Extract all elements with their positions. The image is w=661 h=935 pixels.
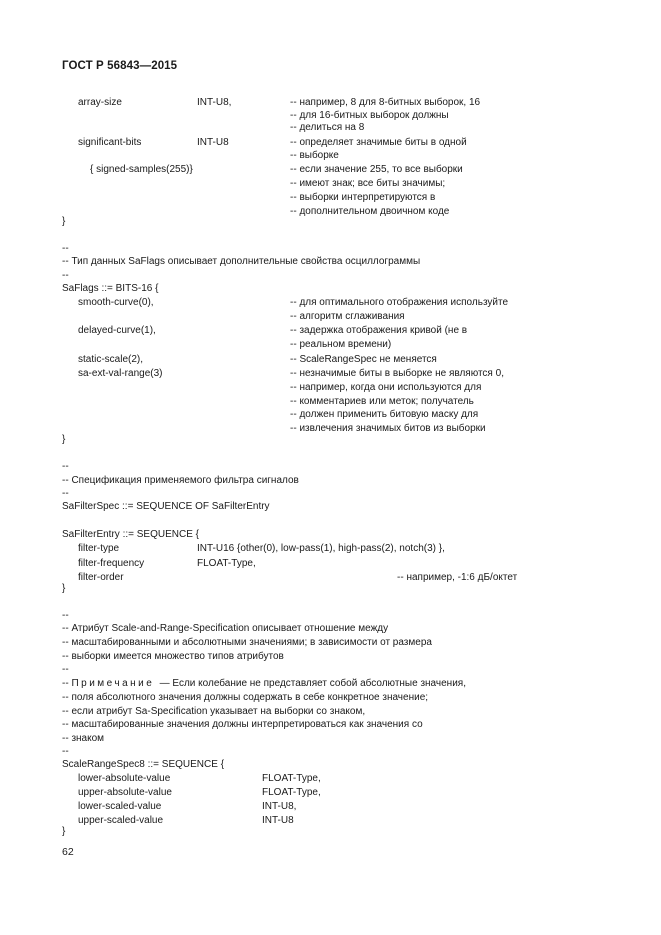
text-segment: -- извлечения значимых битов из выборки (290, 423, 486, 434)
text-segment: -- поля абсолютного значения должны содержать в себе конкретное значение; (62, 692, 429, 703)
page-number: 62 (62, 846, 74, 858)
text-segment: delayed-curve(1), (78, 325, 156, 336)
text-segment: -- выборки имеется множество типов атрибутов (62, 651, 284, 662)
text-segment: sa-ext-val-range(3) (78, 368, 163, 379)
text-segment: } (62, 826, 66, 837)
text-segment: -- делиться на 8 (290, 122, 365, 133)
text-segment: upper-absolute-value (78, 787, 172, 798)
text-segment: -- Атрибут Scale-and-Range-Specification описывает отношение между (62, 623, 389, 634)
text-segment: -- например, -1:6 дБ/октет (397, 572, 518, 583)
text-segment: -- для оптимального отображения используйте (290, 297, 509, 308)
text-segment: -- (62, 243, 69, 254)
text-segment: FLOAT-Type, (262, 787, 321, 798)
text-segment: Примечание (71, 678, 160, 689)
text-segment: -- алгоритм сглаживания (290, 311, 405, 322)
text-segment: } (62, 583, 66, 594)
text-segment: ScaleRangeSpec8 ::= SEQUENCE { (62, 759, 225, 770)
text-segment: -- реальном времени) (290, 339, 392, 350)
text-segment: SaFilterSpec ::= SEQUENCE OF SaFilterEntry (62, 501, 270, 512)
text-segment: static-scale(2), (78, 354, 144, 365)
text-segment: -- Спецификация применяемого фильтра сигналов (62, 475, 299, 486)
text-segment: SaFilterEntry ::= SEQUENCE { (62, 529, 199, 540)
text-line (62, 678, 466, 690)
text-segment: -- (62, 270, 69, 281)
text-segment: -- (62, 610, 69, 621)
text-segment: } (62, 434, 66, 445)
text-segment: FLOAT-Type, (197, 558, 256, 569)
text-segment: FLOAT-Type, (262, 773, 321, 784)
text-segment: filter-type (78, 543, 120, 554)
text-segment: -- (62, 664, 69, 675)
text-segment: upper-scaled-value (78, 815, 164, 826)
text-segment: -- выборки интерпретируются в (290, 192, 436, 203)
text-segment: -- например, 8 для 8-битных выборок, 16 (290, 97, 481, 108)
text-segment: -- определяет значимые биты в одной (290, 137, 467, 148)
text-segment: filter-order (78, 572, 124, 583)
text-segment: -- (62, 461, 69, 472)
text-segment: -- комментариев или меток; получатель (290, 396, 474, 407)
text-segment: — Если колебание не представляет собой абсолютные значения, (159, 678, 466, 689)
text-segment: { signed-samples(255)} (90, 164, 193, 175)
text-segment: -- Тип данных SaFlags описывает дополнительные свойства осциллограммы (62, 256, 421, 267)
text-segment: -- знаком (62, 733, 105, 744)
text-segment: } (62, 216, 66, 227)
text-segment: -- выборке (290, 150, 339, 161)
text-segment: -- например, когда они используются для (290, 382, 482, 393)
text-segment: -- незначимые биты в выборке не являются 0, (290, 368, 504, 379)
text-segment: -- ScaleRangeSpec не меняется (290, 354, 437, 365)
text-segment: -- для 16-битных выборок должны (290, 110, 449, 121)
text-segment: SaFlags ::= BITS-16 { (62, 283, 159, 294)
text-segment: INT-U16 {other(0), low-pass(1), high-pass(2), notch(3) }, (197, 543, 445, 554)
text-segment: -- если атрибут Sa-Specification указывает на выборки со знаком, (62, 706, 366, 717)
document-header: ГОСТ Р 56843—2015 (62, 60, 178, 72)
text-segment: -- (62, 746, 69, 757)
text-segment: -- задержка отображения кривой (не в (290, 325, 468, 336)
text-segment: lower-scaled-value (78, 801, 162, 812)
text-segment: -- если значение 255, то все выборки (290, 164, 463, 175)
text-segment: smooth-curve(0), (78, 297, 154, 308)
text-segment: array-size (78, 97, 122, 108)
text-segment: -- должен применить битовую маску для (290, 409, 479, 420)
text-segment: INT-U8, (262, 801, 297, 812)
text-segment: INT-U8, (197, 97, 232, 108)
text-segment: -- имеют знак; все биты значимы; (290, 178, 446, 189)
text-segment: -- масштабированные значения должны интерпретироваться как значения со (62, 719, 423, 730)
text-segment: -- (62, 678, 72, 689)
text-segment: filter-frequency (78, 558, 145, 569)
text-segment: significant-bits (78, 137, 142, 148)
text-segment: INT-U8 (262, 815, 294, 826)
text-segment: INT-U8 (197, 137, 229, 148)
text-segment: lower-absolute-value (78, 773, 171, 784)
text-segment: -- масштабированными и абсолютными значениями; в зависимости от размера (62, 637, 432, 648)
text-segment: -- (62, 488, 69, 499)
text-segment: -- дополнительном двоичном коде (290, 206, 450, 217)
